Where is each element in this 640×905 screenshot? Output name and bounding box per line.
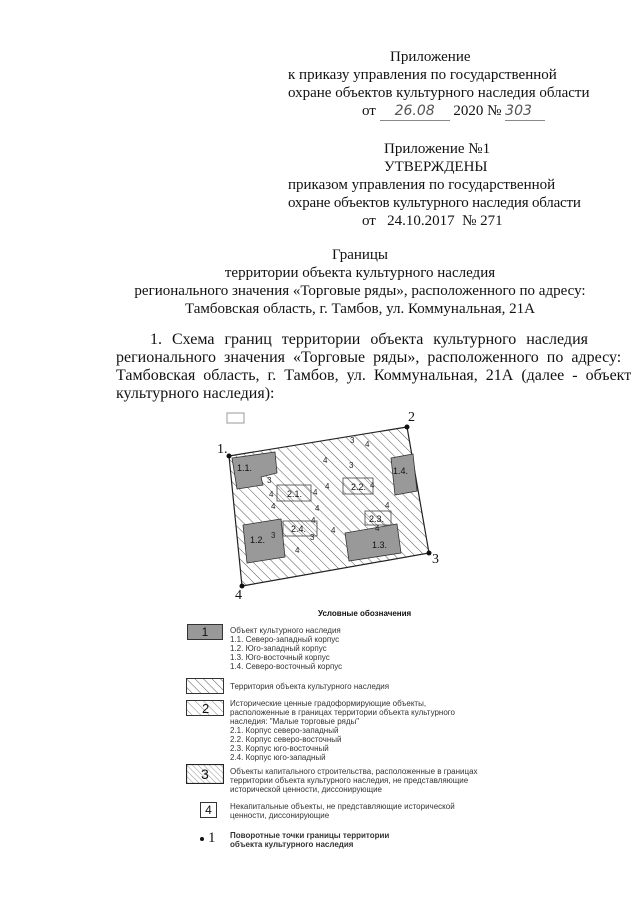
doc-title: регионального значения «Торговые ряды», расположенного по адресу:	[134, 283, 586, 299]
legend-line: 1.2. Юго-западный корпус	[230, 644, 327, 653]
order-reference-line: охране объектов культурного наследия области	[288, 85, 590, 101]
map-mark: 4	[331, 526, 336, 535]
map-mark: 3	[271, 531, 276, 540]
small-outline-rect	[227, 413, 244, 423]
approval-line: приказом управления по государственной	[288, 177, 556, 193]
doc-title: территории объекта культурного наследия	[224, 265, 496, 281]
map-mark: 4	[315, 504, 320, 513]
map-mark: 4	[385, 501, 390, 510]
legend-line: Поворотные точки границы территории	[230, 831, 390, 840]
legend-line: 1.4. Северо-восточный корпус	[230, 662, 343, 671]
legend-line: наследия: "Малые торговые ряды"	[230, 717, 360, 726]
order-reference-line: к приказу управления по государственной	[288, 67, 557, 83]
turning-point-dot-icon	[200, 837, 204, 841]
legend-line: Некапитальные объекты, не представляющие исторической	[230, 802, 455, 811]
legend-swatch-capital-objects	[186, 764, 224, 784]
doc-title: Тамбовская область, г. Тамбов, ул. Коммунальная, 21А	[184, 301, 535, 317]
map-mark: 4	[269, 490, 274, 499]
legend-line: Исторические ценные градоформирующие объекты,	[230, 699, 427, 708]
legend-swatch-heritage-object	[187, 624, 223, 640]
order-year-number: 2020 №	[453, 103, 502, 119]
legend-swatch-number: 2	[202, 701, 210, 716]
approved-heading: УТВЕРЖДЕНЫ	[384, 159, 488, 175]
legend-swatch-number: 4	[205, 803, 212, 817]
legend-text	[230, 682, 389, 691]
point-label: 1.	[217, 442, 228, 457]
order-appendix-label: Приложение	[390, 49, 471, 65]
legend-swatch-turning-point	[200, 830, 216, 847]
building-label: 1.4.	[393, 466, 409, 476]
legend-line: объекта культурного наследия	[230, 840, 354, 849]
map-mark: 3	[267, 476, 272, 485]
boundary-point	[405, 425, 410, 430]
legend-swatch-historic	[186, 700, 224, 716]
legend-swatch-noncapital-objects	[200, 802, 217, 818]
point-label: 2	[408, 410, 415, 425]
legend-line: Объект культурного наследия	[230, 626, 341, 635]
legend-caption: Условные обозначения	[318, 609, 412, 618]
legend-line: Объекты капитального строительства, расположенные в границах	[230, 767, 478, 776]
legend-text	[230, 626, 342, 671]
boundary-scheme	[215, 405, 450, 600]
date-prefix: от	[362, 103, 376, 119]
approval-date-line: от 24.10.2017 № 271	[362, 213, 503, 229]
map-mark: 3	[350, 436, 355, 445]
legend-line: ценности, диссонирующие	[230, 811, 330, 820]
point-label: 4	[235, 588, 242, 600]
map-mark: 4	[325, 482, 330, 491]
appendix-number: Приложение №1	[384, 141, 491, 157]
legend-text	[230, 699, 455, 762]
boundary-point	[427, 551, 432, 556]
map-mark: 4	[365, 440, 370, 449]
handwritten-date: 26.08	[380, 103, 450, 121]
historic-label: 2.2.	[351, 482, 367, 492]
legend-swatch-number: 1	[208, 830, 216, 846]
body-paragraph-line: Тамбовская область, г. Тамбов, ул. Коммунальная, 21А (далее - объект	[116, 367, 632, 384]
map-mark: 4	[271, 502, 276, 511]
legend-line: 2.3. Корпус юго-восточный	[230, 744, 329, 753]
body-paragraph-line: 1. Схема границ территории объекта культурного наследия	[150, 331, 588, 348]
swatch-territory-fill	[187, 679, 224, 694]
map-mark: 4	[370, 481, 375, 490]
historic-label: 2.4.	[291, 524, 307, 534]
map-mark: 4	[313, 488, 318, 497]
legend-line: исторической ценности, диссонирующие	[230, 785, 382, 794]
building-label: 1.2.	[250, 535, 266, 545]
map-mark: 4	[323, 456, 328, 465]
handwritten-number: 303	[505, 103, 545, 121]
historic-label: 2.3.	[369, 514, 385, 524]
building-label: 1.3.	[372, 540, 388, 550]
legend-text	[230, 767, 478, 794]
legend-text	[230, 831, 389, 849]
point-label: 3	[432, 552, 439, 567]
building-label: 1.1.	[237, 463, 253, 473]
legend-line: 1.1. Северо-западный корпус	[230, 635, 340, 644]
body-paragraph-line: регионального значения «Торговые ряды», расположенного по адресу:	[116, 349, 622, 366]
legend-line: Территория объекта культурного наследия	[230, 682, 390, 691]
order-date-line	[362, 103, 545, 121]
body-paragraph-line: культурного наследия):	[116, 385, 275, 402]
map-mark: 3	[310, 533, 315, 542]
legend-line: 2.4. Корпус юго-западный	[230, 753, 326, 762]
legend-swatch-territory	[186, 678, 224, 694]
legend-line: территории объекта культурного наследия, не представляющие	[230, 776, 469, 785]
legend-swatch-number: 1	[201, 625, 209, 639]
map-mark: 4	[295, 546, 300, 555]
map-mark: 4	[311, 516, 316, 525]
map-mark: 4	[375, 524, 380, 533]
legend-line: 2.1. Корпус северо-западный	[230, 726, 339, 735]
legend-line: 1.3. Юго-восточный корпус	[230, 653, 330, 662]
map-mark: 3	[349, 461, 354, 470]
territory-boundary	[229, 427, 429, 586]
legend-text	[230, 802, 455, 820]
legend-line: расположенные в границах территории объекта культурного	[230, 708, 455, 717]
legend-line: 2.2. Корпус северо-восточный	[230, 735, 342, 744]
approval-line: охране объектов культурного наследия области	[288, 195, 581, 211]
doc-title: Границы	[331, 247, 389, 263]
historic-label: 2.1.	[287, 489, 303, 499]
legend-swatch-number: 3	[201, 766, 209, 782]
